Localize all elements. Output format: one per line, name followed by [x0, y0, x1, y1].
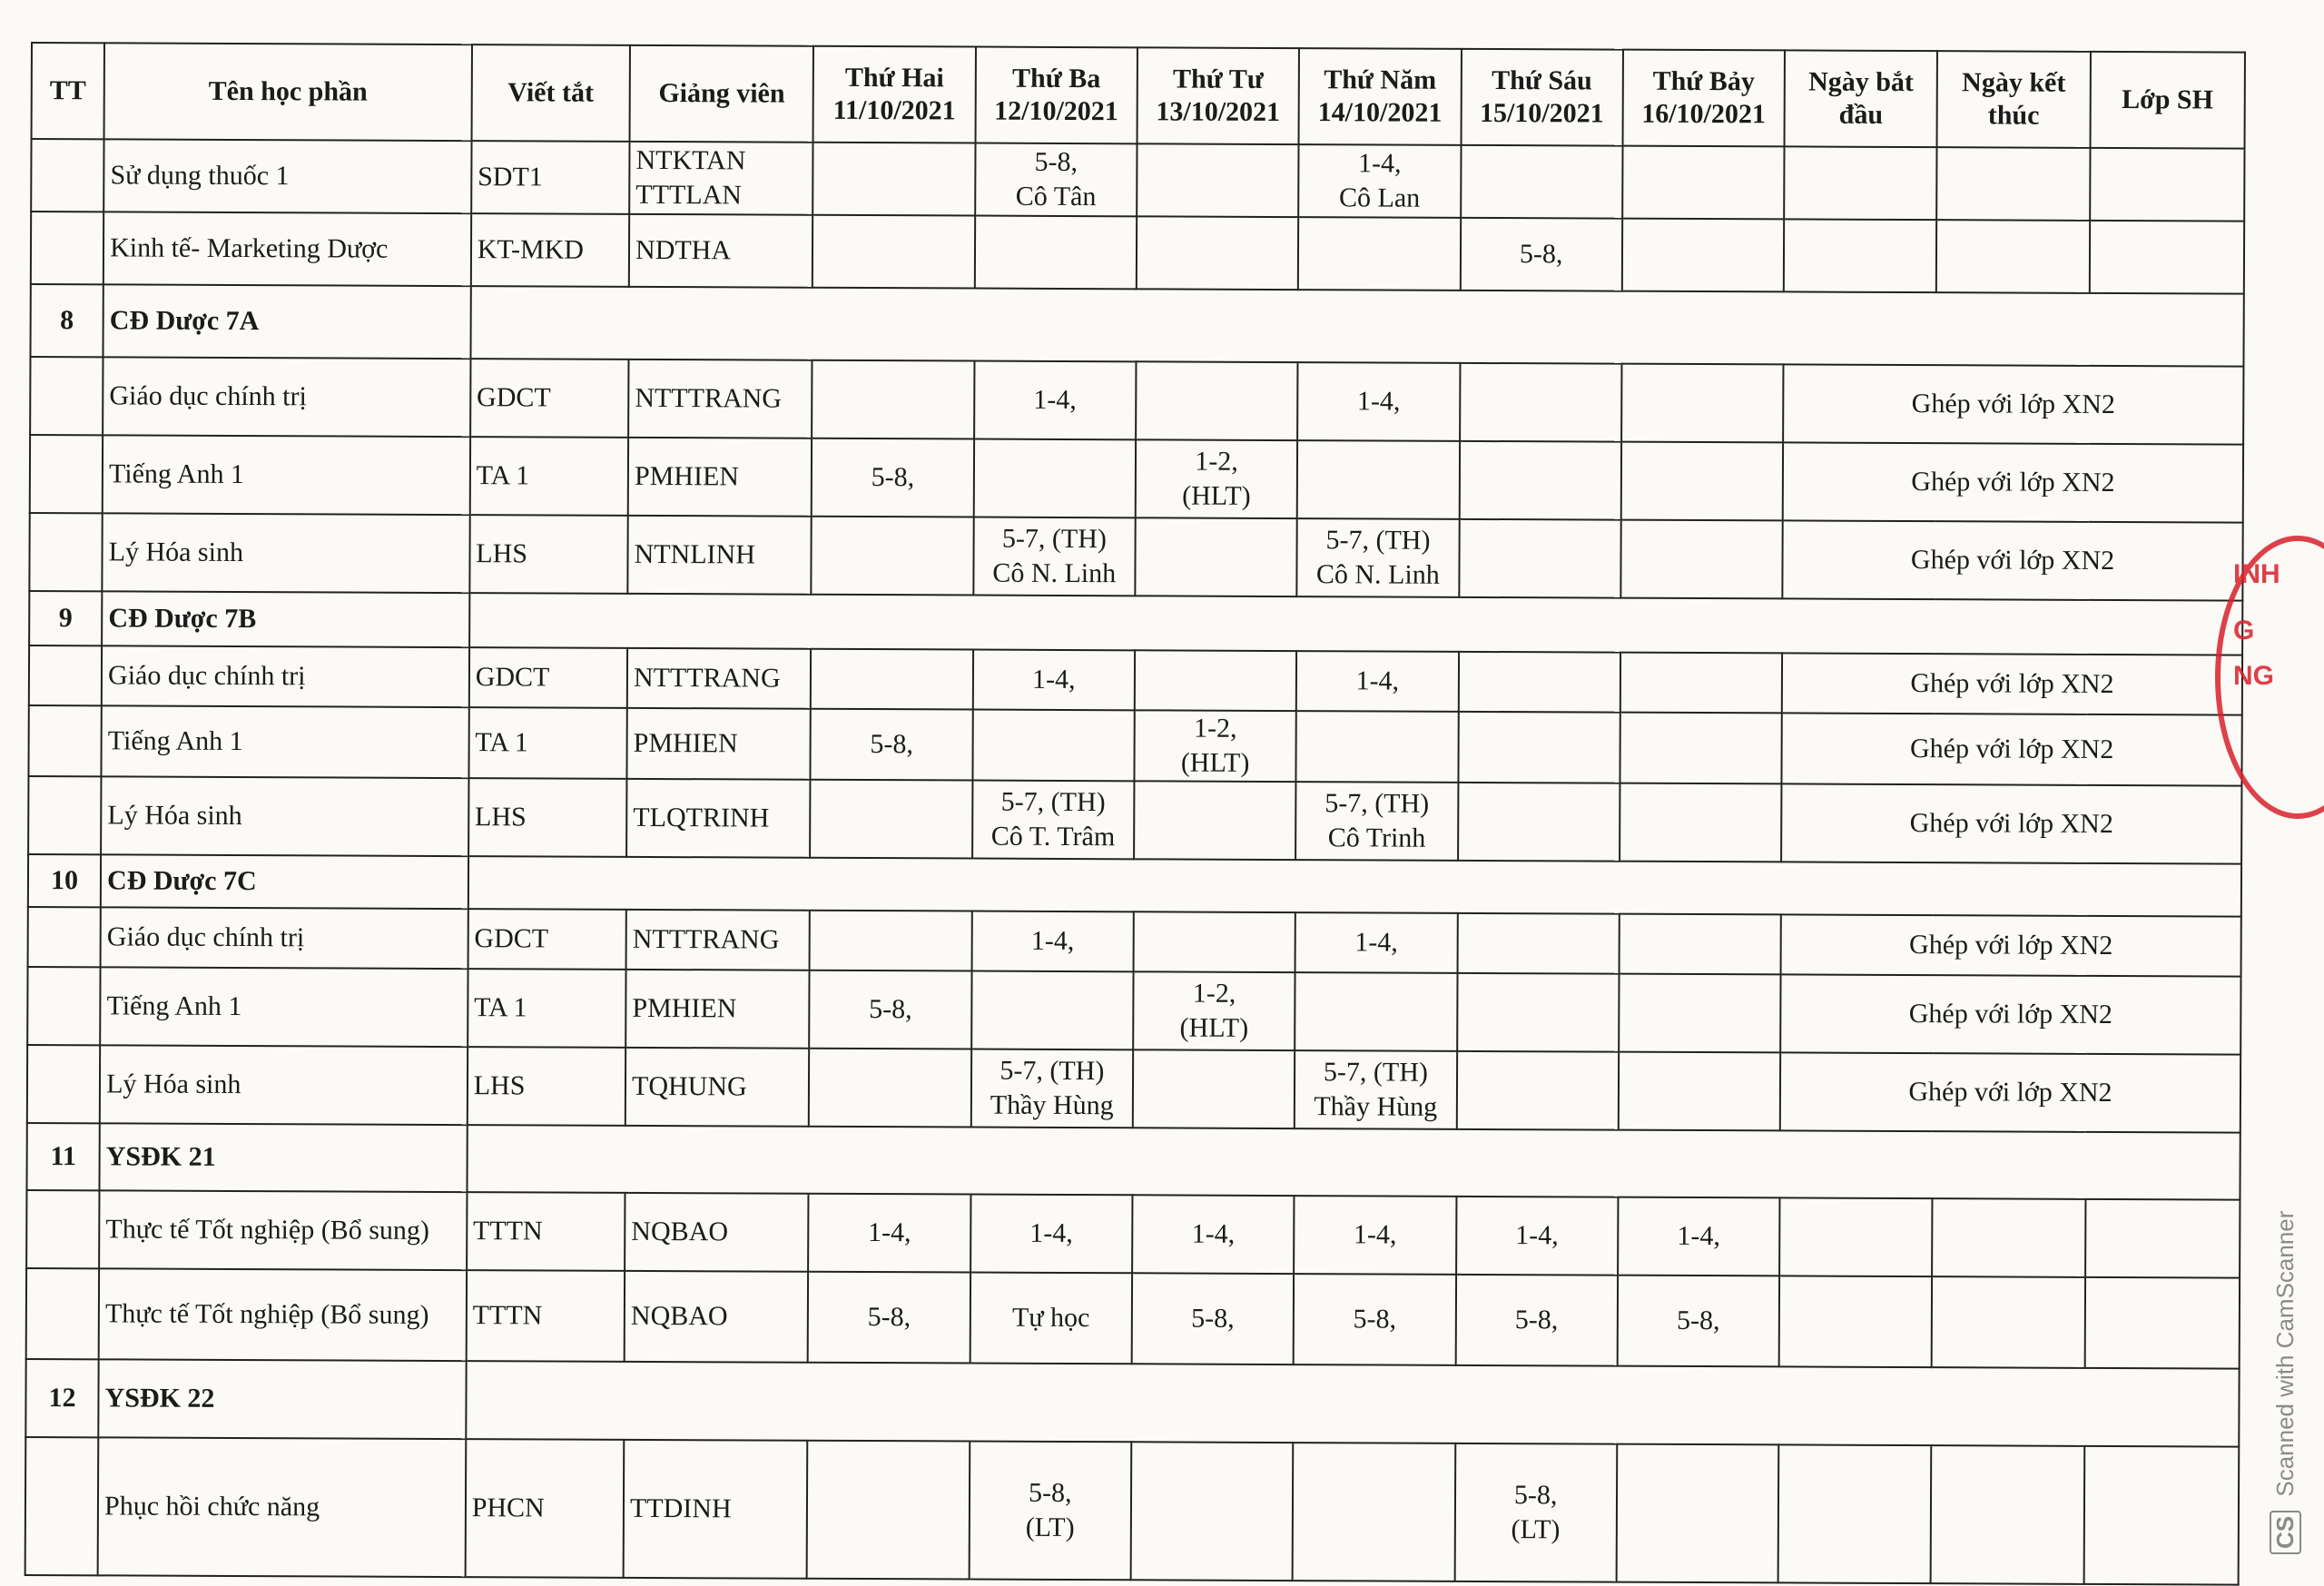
tuesday-cell: Tự học — [970, 1273, 1132, 1364]
lecturer-name: NTTTRANG — [626, 910, 811, 970]
merge-note: Ghép với lớp XN2 — [1782, 520, 2242, 600]
course-name: Giáo dục chính trị — [101, 907, 468, 969]
wednesday-cell: 5-8, — [1132, 1273, 1295, 1364]
course-name: Thực tế Tốt nghiệp (Bổ sung) — [99, 1268, 467, 1361]
monday-cell: 5-8, — [810, 970, 972, 1049]
lecturer-name: TQHUNG — [625, 1048, 810, 1127]
header-lecturer: Giảng viên — [630, 45, 814, 143]
course-abbr: TTTN — [466, 1270, 625, 1362]
header-row — [32, 43, 2245, 149]
table-row — [28, 705, 2241, 786]
group-number: 10 — [28, 854, 101, 907]
course-name: Thực tế Tốt nghiệp (Bổ sung) — [99, 1190, 467, 1270]
header-tt: TT — [32, 43, 105, 139]
header-saturday: Thứ Bảy 16/10/2021 — [1622, 50, 1785, 147]
group-name: CĐ Dược 7C — [101, 854, 468, 909]
wednesday-cell: 1-2, (HLT) — [1133, 971, 1295, 1050]
merge-note: Ghép với lớp XN2 — [1780, 974, 2240, 1054]
course-name: Giáo dục chính trị — [103, 357, 470, 437]
course-name: Sử dụng thuốc 1 — [103, 139, 471, 213]
friday-cell: 5-8, — [1455, 1275, 1618, 1366]
course-abbr: TA 1 — [468, 707, 627, 779]
tuesday-cell: 1-4, — [972, 650, 1135, 711]
header-thursday: Thứ Năm 14/10/2021 — [1299, 48, 1462, 145]
tuesday-cell: 5-8, Cô Tân — [975, 143, 1137, 217]
wednesday-cell: 1-2, (HLT) — [1136, 439, 1298, 518]
tuesday-cell: 1-4, — [974, 361, 1137, 440]
tuesday-cell: 5-8, (LT) — [969, 1442, 1131, 1581]
merge-note: Ghép với lớp XN2 — [1781, 783, 2241, 863]
camscanner-logo-icon: CS — [2270, 1511, 2301, 1554]
course-abbr: LHS — [469, 515, 628, 594]
course-name: Lý Hóa sinh — [102, 513, 469, 593]
thursday-cell: 1-4, — [1295, 912, 1458, 973]
lecturer-name: NDTHA — [629, 214, 813, 288]
table-row — [25, 1437, 2240, 1585]
course-name: Tiếng Anh 1 — [100, 967, 468, 1047]
friday-cell: 1-4, — [1456, 1197, 1619, 1276]
group-row — [26, 1123, 2240, 1200]
course-abbr: GDCT — [468, 909, 626, 970]
camscanner-watermark — [2270, 1211, 2301, 1554]
table-row — [30, 357, 2243, 445]
schedule-table — [25, 42, 2246, 1586]
tuesday-cell: 1-4, — [971, 911, 1134, 972]
group-row — [25, 1359, 2239, 1447]
table-row — [28, 907, 2241, 977]
wednesday-cell: 1-2, (HLT) — [1134, 710, 1296, 782]
tuesday-cell: 1-4, — [970, 1195, 1133, 1274]
friday-cell: 5-8, — [1460, 218, 1622, 291]
lecturer-name: NTTTRANG — [627, 648, 812, 709]
merge-note: Ghép với lớp XN2 — [1781, 914, 2241, 976]
group-row — [29, 591, 2242, 655]
group-name: YSĐK 21 — [100, 1123, 468, 1192]
schedule-sheet — [25, 42, 2246, 1545]
thursday-cell: 1-4, — [1296, 651, 1459, 712]
header-friday: Thứ Sáu 15/10/2021 — [1461, 49, 1623, 146]
table-row — [29, 645, 2242, 715]
group-name: CĐ Dược 7B — [102, 591, 469, 647]
monday-cell: 5-8, — [812, 438, 974, 517]
thursday-cell: 5-7, (TH) Cô N. Linh — [1297, 518, 1460, 597]
lecturer-name: NTNLINH — [627, 516, 812, 595]
lecturer-name: NQBAO — [625, 1271, 809, 1363]
lecturer-name: NQBAO — [625, 1193, 809, 1272]
course-name: Lý Hóa sinh — [100, 1045, 468, 1125]
header-start-date: Ngày bắt đầu — [1785, 50, 1938, 147]
monday-cell: 1-4, — [808, 1194, 970, 1273]
saturday-cell: 1-4, — [1618, 1197, 1780, 1276]
header-wednesday: Thứ Tư 13/10/2021 — [1137, 47, 1299, 144]
course-abbr: TTTN — [467, 1192, 625, 1271]
group-name: CĐ Dược 7A — [103, 284, 471, 359]
table-row — [31, 212, 2244, 294]
course-abbr: LHS — [468, 778, 627, 857]
merge-note: Ghép với lớp XN2 — [1783, 364, 2243, 444]
watermark-text: Scanned with CamScanner — [2271, 1210, 2299, 1497]
table-row — [31, 139, 2244, 222]
course-abbr: GDCT — [469, 647, 628, 708]
tuesday-cell: 5-7, (TH) Cô T. Trâm — [972, 781, 1135, 860]
saturday-cell: 5-8, — [1617, 1276, 1779, 1367]
lecturer-name: PMHIEN — [627, 708, 812, 780]
header-abbr: Viết tắt — [471, 44, 630, 142]
merge-note: Ghép với lớp XN2 — [1782, 653, 2242, 714]
course-abbr: PHCN — [465, 1439, 624, 1578]
merge-note: Ghép với lớp XN2 — [1782, 713, 2242, 785]
merge-note: Ghép với lớp XN2 — [1780, 1052, 2240, 1132]
friday-cell: 5-8, (LT) — [1454, 1443, 1617, 1582]
wednesday-cell: 1-4, — [1132, 1195, 1295, 1274]
course-name: Lý Hóa sinh — [101, 776, 468, 856]
lecturer-name: PMHIEN — [625, 970, 810, 1049]
tuesday-cell: 5-7, (TH) Cô N. Linh — [973, 517, 1136, 596]
table-row — [27, 967, 2240, 1055]
header-course: Tên học phần — [104, 43, 472, 141]
thursday-cell: 1-4, — [1294, 1196, 1456, 1275]
course-abbr: TA 1 — [470, 437, 629, 516]
table-row — [27, 1045, 2240, 1133]
course-abbr: TA 1 — [468, 969, 626, 1048]
group-row — [28, 854, 2241, 917]
table-row — [28, 776, 2241, 864]
course-abbr: LHS — [468, 1047, 626, 1126]
thursday-cell: 5-7, (TH) Cô Trinh — [1295, 782, 1458, 861]
lecturer-name: NTKTAN — [635, 144, 746, 176]
thursday-cell: 5-7, (TH) Thầy Hùng — [1295, 1050, 1457, 1129]
group-number: 12 — [25, 1359, 98, 1437]
table-row — [26, 1190, 2240, 1278]
group-number: 8 — [30, 284, 103, 357]
group-number: 11 — [26, 1123, 99, 1190]
group-row — [30, 284, 2243, 367]
header-class: Lớp SH — [2090, 52, 2245, 149]
course-name: Giáo dục chính trị — [102, 645, 469, 707]
thursday-cell: 1-4, Cô Lan — [1298, 144, 1461, 218]
header-end-date: Ngày kết thúc — [1937, 51, 2091, 148]
monday-cell: 5-8, — [808, 1272, 970, 1364]
lecturer-name: TTTLAN — [635, 179, 743, 211]
lecturer-name: NTTTRANG — [628, 360, 812, 438]
header-monday: Thứ Hai 11/10/2021 — [813, 46, 976, 143]
thursday-cell: 5-8, — [1294, 1274, 1456, 1365]
monday-cell: 5-8, — [811, 709, 973, 781]
course-name: Tiếng Anh 1 — [103, 435, 470, 515]
course-name: Tiếng Anh 1 — [102, 705, 469, 778]
red-seal-stamp: INH G NG — [2215, 536, 2324, 819]
table-row — [29, 513, 2242, 601]
group-name: YSĐK 22 — [98, 1359, 466, 1439]
course-name: Phục hồi chức năng — [98, 1437, 466, 1577]
course-abbr: KT-MKD — [471, 213, 630, 287]
lecturer-name: TTDINH — [624, 1440, 808, 1579]
lecturer-name: PMHIEN — [628, 438, 812, 517]
tuesday-cell: 5-7, (TH) Thầy Hùng — [970, 1049, 1133, 1128]
lecturer-name: TLQTRINH — [626, 779, 811, 858]
table-row — [30, 435, 2243, 523]
table-row — [26, 1268, 2240, 1369]
group-number: 9 — [29, 591, 102, 645]
course-abbr: SDT1 — [471, 141, 630, 214]
lecturer-cell — [629, 142, 813, 215]
course-abbr: GDCT — [470, 359, 629, 438]
merge-note: Ghép với lớp XN2 — [1783, 442, 2243, 522]
course-name: Kinh tế- Marketing Dược — [103, 212, 471, 286]
thursday-cell: 1-4, — [1297, 362, 1460, 441]
header-tuesday: Thứ Ba 12/10/2021 — [975, 47, 1137, 144]
